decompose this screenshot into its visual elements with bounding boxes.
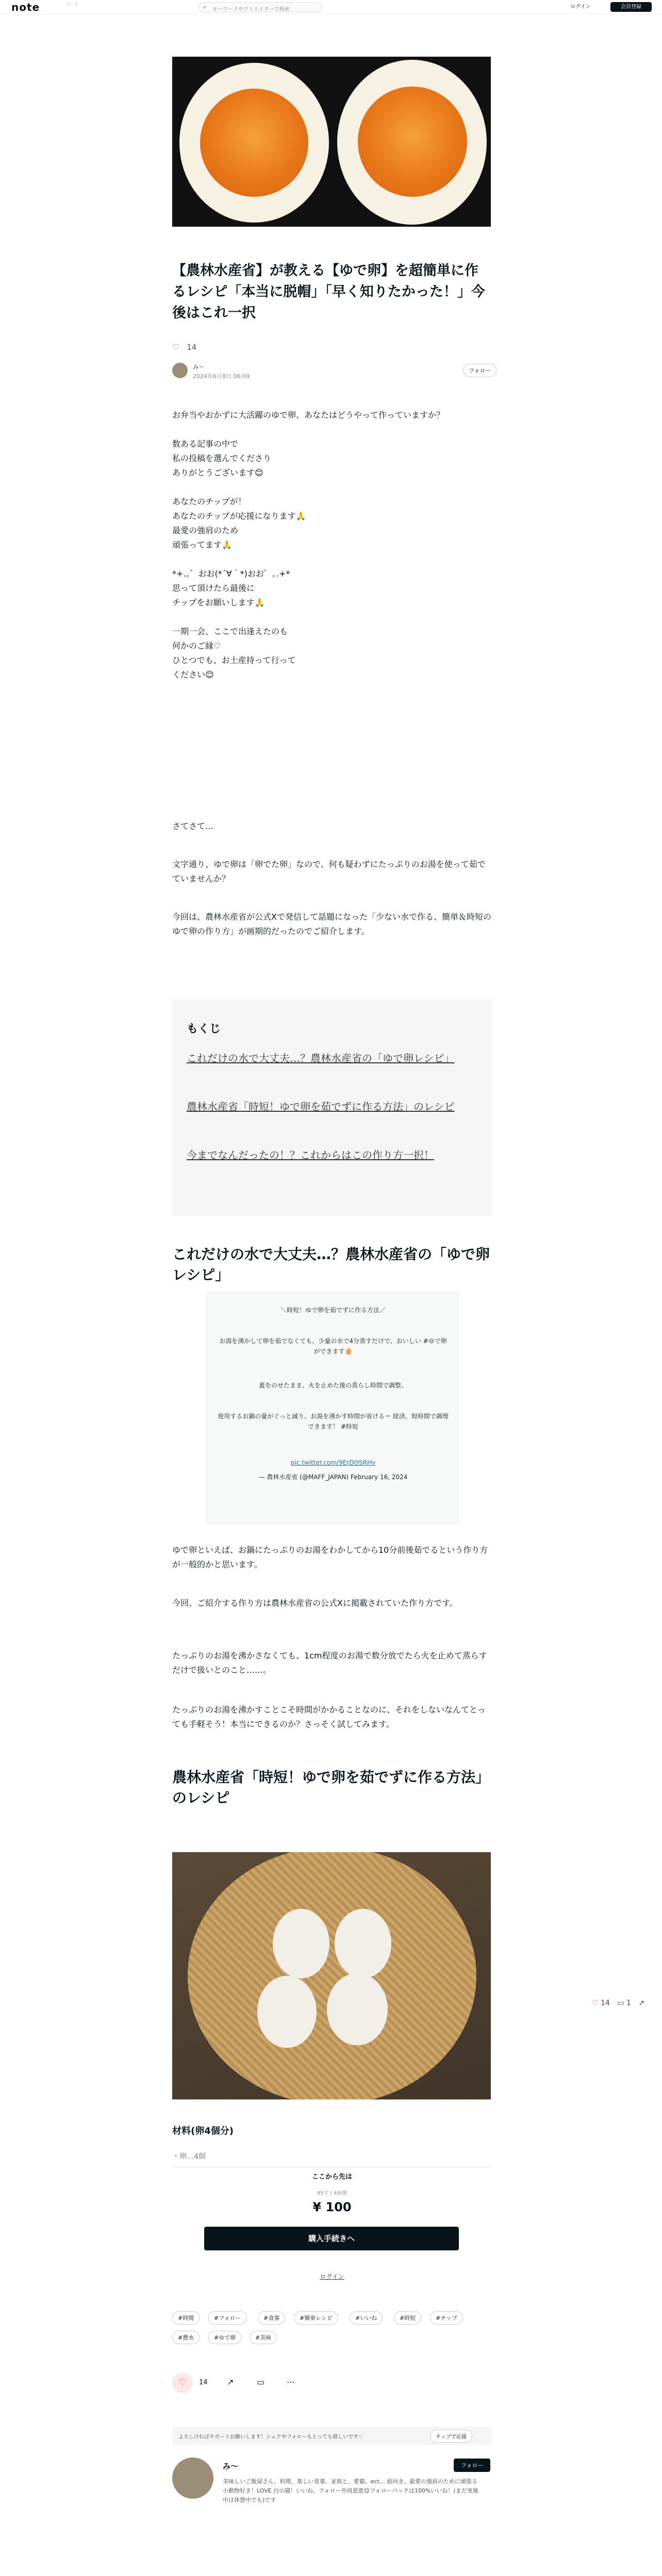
hashtag[interactable]: #食事 — [258, 2311, 285, 2325]
purchase-button[interactable]: 購入手続きへ — [204, 2227, 459, 2250]
intro-line: お弁当やおかずに大活躍のゆで卵、あなたはどうやって作っていますか？ — [172, 410, 445, 420]
paragraph: 文字通り、ゆで卵は「卵でた卵」なので、何も疑わずにたっぷりのお湯を使って茹でていませんか？ — [172, 859, 486, 884]
toc-link[interactable]: これだけの水で大丈夫…？農林水産省の「ゆで卵レシピ」 — [187, 1052, 455, 1064]
follow-button[interactable]: フォロー — [454, 2459, 490, 2472]
author-avatar[interactable] — [172, 363, 188, 378]
floating-like[interactable]: ♡ 14 ▭ 1 ↗ — [592, 1999, 645, 2007]
intro-line: 数ある記事の中で — [172, 439, 239, 449]
intro-text — [172, 408, 492, 682]
paragraph: たっぷりのお湯を沸かさなくても、1cm程度のお湯で数分放でたら火を止めて蒸らすだけで扱いとのこと……。 — [172, 1651, 487, 1675]
author-name[interactable]: み～ — [193, 364, 204, 370]
heart-icon[interactable]: ♡ — [592, 1999, 599, 2007]
material-item: ・卵…4個 — [172, 2153, 206, 2161]
paywall-meta: 95字 / 4画像 — [317, 2191, 347, 2196]
site-header — [0, 0, 662, 14]
share-icon[interactable]: ↗ — [227, 2377, 234, 2387]
intro-line: 私の投稿を選んでくださり — [172, 453, 272, 463]
materials-heading: 材料(卵4個分) — [172, 2126, 234, 2137]
more-icon[interactable]: ⋯ — [287, 2377, 295, 2387]
intro-line: ひとつでも、お土産持って行って — [172, 655, 296, 665]
comment-icon[interactable]: ▭ — [617, 1999, 624, 2007]
intro-line: 思って頂けたら最後に — [172, 583, 255, 593]
logo-subtitle: ノート — [66, 2, 78, 7]
creator-bio: 美味しいご飯屋さん、料理、楽しい食事、家族と、愛猫、ect… 前向き、最愛の強肩のために頑張る小動物好き！LOVE 白の猫！いいね、フォロー外周恩恵😊フォローバックは100%いいね！(まだ実施中は休憩中でも)です — [223, 2478, 478, 2503]
search-placeholder: キーワードやクリエイターで検索 — [212, 7, 290, 12]
hashtag[interactable]: #簡単レシピ — [294, 2311, 338, 2325]
toc-title: もくじ — [187, 1023, 221, 1036]
hashtag[interactable]: #農水 — [172, 2331, 200, 2344]
article-date: 2024年6月8日 06:09 — [193, 373, 250, 380]
tweet-line: 蓋をのせたまま、火を止めた後の蒸らし時間で調整。 — [258, 1382, 407, 1389]
hero-image-boiled-eggs — [172, 57, 491, 227]
hashtag[interactable]: #チップ — [430, 2311, 463, 2325]
bookmark-icon[interactable]: ▭ — [257, 2377, 265, 2387]
share-icon[interactable]: ↗ — [638, 1999, 645, 2007]
paywall-login-link[interactable]: ログイン — [320, 2273, 344, 2280]
like-row[interactable] — [172, 343, 196, 352]
intro-line: あなたのチップが！ — [172, 497, 246, 506]
intro-line — [172, 552, 492, 567]
intro-line: 何かのご縁♡ — [172, 641, 221, 651]
tweet-line: ＼時短！ゆで卵を茹でずに作る方法／ — [280, 1307, 386, 1314]
intro-line: 頑張ってます🙏 — [172, 540, 232, 550]
paywall-heading: ここから先は — [311, 2173, 352, 2181]
support-box — [172, 2427, 492, 2445]
hashtag[interactable]: #ゆで卵 — [208, 2331, 241, 2344]
heart-icon[interactable]: ♡ — [172, 2372, 193, 2393]
intro-line — [172, 610, 492, 624]
intro-line: ありがとうございます😊 — [172, 468, 263, 478]
hashtag[interactable]: #美味 — [250, 2331, 277, 2344]
search-icon: ⌕ — [203, 4, 207, 10]
section-heading: 農林水産省「時短！ゆで卵を茹でずに作る方法」のレシピ — [172, 1769, 490, 1806]
creator-avatar[interactable] — [172, 2458, 213, 2499]
paragraph: たっぷりのお湯を沸かすことこそ時間がかかることなのに、それをしないなんてとっても手軽そう！本当にできるのか？さっそく試してみます。 — [172, 1705, 486, 1729]
support-text: よろしければサポートお願いします！シェアやフォローもとっても嬉しいです♡ — [178, 2434, 363, 2440]
tip-button[interactable]: チップで応援 — [430, 2430, 472, 2443]
article-title: 【農林水産省】が教える【ゆで卵】を超簡単に作るレシピ「本当に脱帽」「早く知りたかった！」今後はこれ一択 — [172, 263, 485, 321]
intro-line — [172, 480, 492, 495]
like-count: 14 — [187, 343, 197, 352]
intro-line: 一期一会、ここで出逢えたのも — [172, 626, 288, 636]
heart-icon[interactable]: ♡ — [172, 343, 179, 352]
intro-line: *+.｡゜おお(*´∀｀*)おお゜｡.+* — [172, 569, 290, 579]
paragraph: ゆで卵といえば、お鍋にたっぷりのお湯をわかしてから10分前後茹でるという作り方が一般的かと思います。 — [172, 1545, 488, 1569]
toc-link[interactable]: 農林水産省「時短！ゆで卵を茹でずに作る方法」のレシピ — [187, 1100, 455, 1113]
follow-tag-button[interactable]: フォロー — [463, 364, 496, 377]
price: ¥ 100 — [312, 2200, 352, 2214]
paragraph: 今回、ご紹介する作り方は農林水産省の公式Xに掲載されていた作り方です。 — [172, 1598, 458, 1608]
section-heading: これだけの水で大丈夫…？農林水産省の「ゆで卵レシピ」 — [172, 1246, 490, 1283]
intro-line — [172, 422, 492, 437]
paragraph: 今回は、農林水産省が公式Xで発信して話題になった「少ない水で作る、簡単＆時短のゆで卵の作り方」が画期的だったのでご紹介します。 — [172, 912, 491, 936]
creator-name[interactable]: み～ — [223, 2462, 239, 2471]
hashtag[interactable]: #フォロー — [208, 2311, 247, 2325]
tweet-pic-link[interactable]: pic.twitter.com/9ErDOSRHv — [290, 1459, 376, 1466]
embedded-tweet[interactable] — [206, 1292, 459, 1524]
search-input[interactable] — [198, 2, 322, 12]
intro-line: ください😊 — [172, 670, 214, 680]
intro-line: あなたのチップが応援になります🙏 — [172, 511, 306, 521]
toc-link[interactable]: 今までなんだったの！？これからはこの作り方一択！ — [187, 1149, 434, 1161]
hashtag[interactable]: #いいね — [350, 2311, 383, 2325]
login-button[interactable]: ログイン — [570, 4, 591, 10]
paragraph: さてさて… — [172, 821, 214, 831]
hashtag[interactable]: #時短 — [394, 2311, 421, 2325]
hashtag[interactable]: #時間 — [172, 2311, 200, 2325]
intro-line: チップをお願いします🙏 — [172, 598, 265, 607]
like-count: 14 — [199, 2379, 208, 2386]
register-button[interactable]: 会員登録 — [610, 2, 652, 12]
eggs-in-basket-image — [172, 1852, 491, 2099]
tweet-line: 使用するお鍋の量がぐっと減り、お湯を沸かす時間が省ける＝ 経済、短時間で調理できます！ #時短 — [218, 1413, 449, 1430]
note-logo[interactable]: note — [11, 1, 40, 13]
tweet-attribution: — 農林水産省 (@MAFF_JAPAN) February 16, 2024 — [258, 1473, 408, 1481]
intro-line: 最愛の強肩のため — [172, 526, 239, 535]
table-of-contents — [172, 999, 492, 1216]
tweet-line: お湯を沸かして卵を茹でなくても、少量の水で4分蒸すだけで、おいしい #ゆで卵 ができます🥚 — [219, 1337, 447, 1355]
